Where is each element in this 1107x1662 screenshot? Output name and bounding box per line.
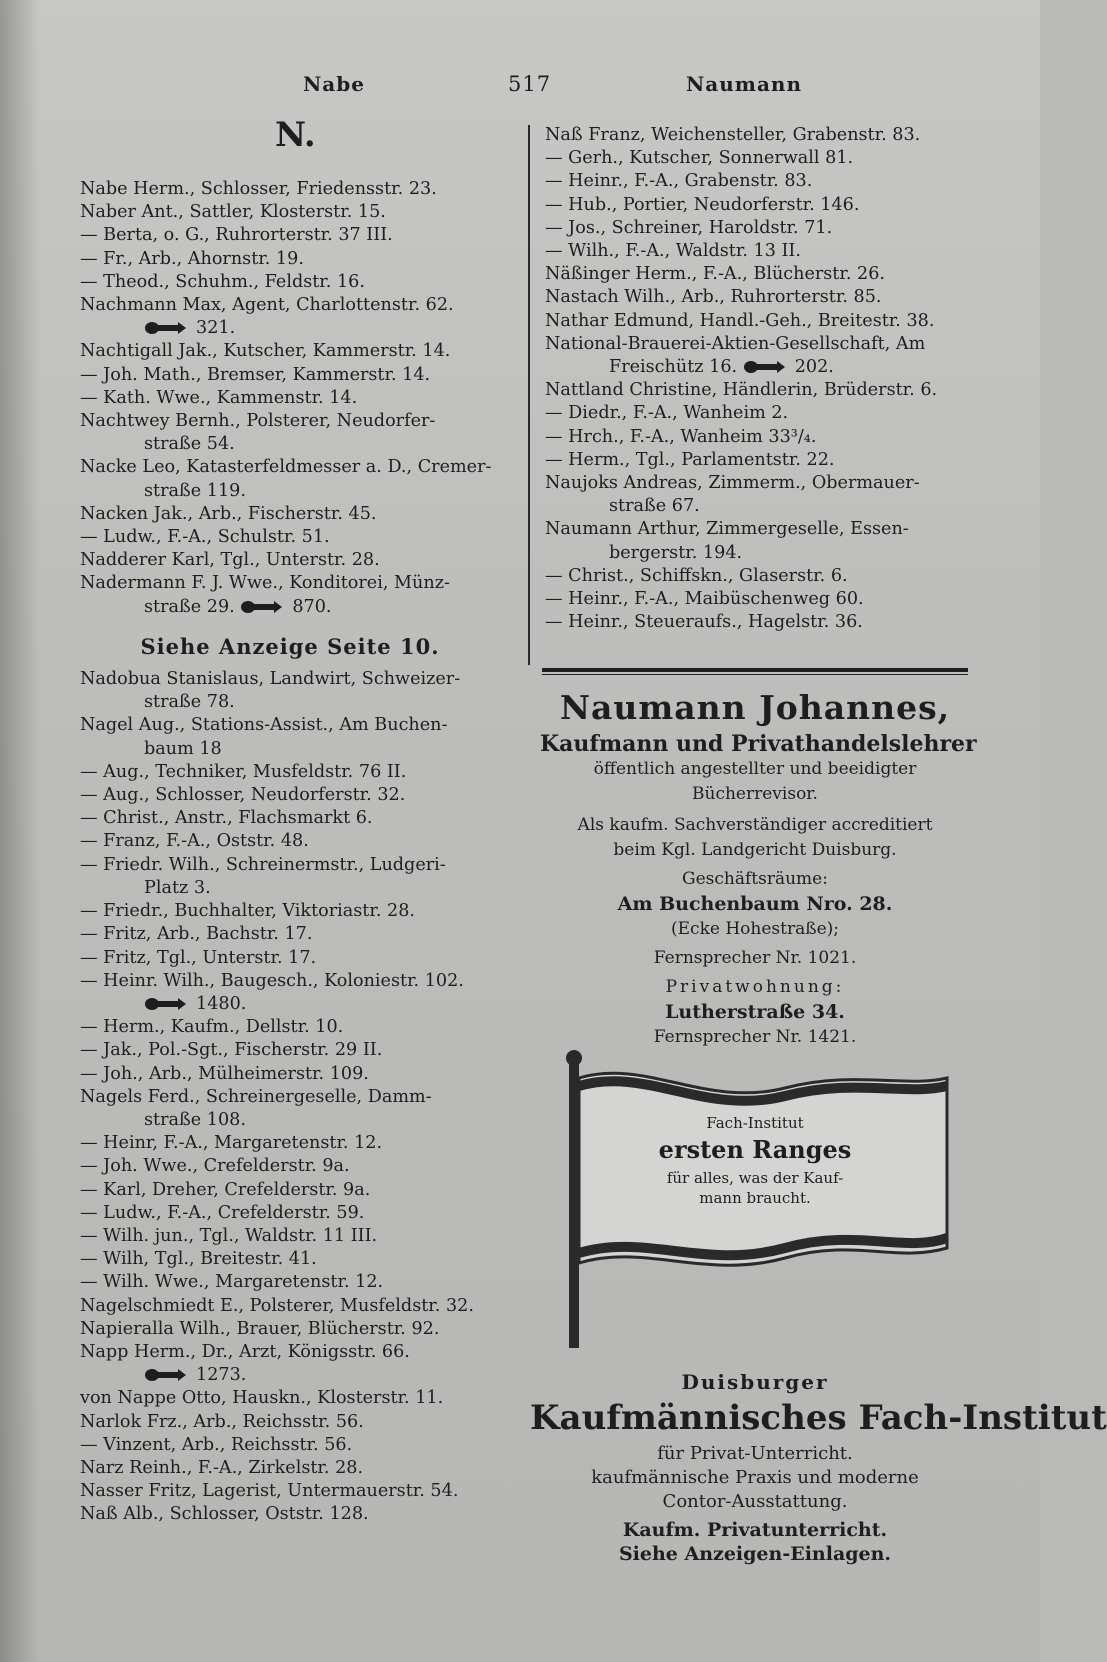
entry-text: — Herm., Kaufm., Dellstr. 10. — [80, 1017, 344, 1038]
entry-line — [545, 518, 975, 541]
entry-text: Narz Reinh., F.-A., Zirkelstr. 28. — [80, 1457, 364, 1478]
directory-entry — [80, 178, 500, 201]
entry-text: — Diedr., F.-A., Wanheim 2. — [545, 403, 789, 424]
directory-entry — [80, 456, 500, 502]
directory-entry — [80, 1387, 500, 1410]
entry-line — [545, 565, 975, 588]
entry-line — [80, 1271, 500, 1294]
entry-text: — Aug., Schlosser, Neudorferstr. 32. — [80, 785, 406, 806]
entry-line — [80, 1086, 500, 1109]
phone-number: 202. — [794, 357, 834, 378]
directory-entry — [545, 147, 975, 170]
left-entry-list-2 — [80, 668, 500, 1527]
entry-text: — Wilh., F.-A., Waldstr. 13 II. — [545, 241, 801, 262]
entry-line — [545, 170, 975, 193]
entry-text: — Berta, o. G., Ruhrorterstr. 37 III. — [80, 225, 393, 246]
entry-line — [80, 900, 500, 923]
entry-line — [80, 668, 500, 691]
directory-entry — [545, 286, 975, 309]
ad2-line: Kaufm. Privatunterricht. — [622, 1519, 888, 1541]
directory-entry — [80, 1039, 500, 1062]
entry-line — [80, 1248, 500, 1271]
directory-entry — [80, 1434, 500, 1457]
ad-phone: Fernsprecher Nr. 1021. — [653, 948, 857, 968]
entry-line — [545, 402, 975, 425]
directory-entry — [80, 1457, 500, 1480]
ad-line: beim Kgl. Landgericht Duisburg. — [613, 840, 897, 860]
entry-phone-line — [80, 1364, 500, 1387]
directory-entry — [80, 340, 500, 363]
directory-entry — [545, 518, 975, 564]
entry-line — [80, 224, 500, 247]
entry-line — [80, 761, 500, 784]
entry-text: Freischütz 16. — [609, 357, 738, 378]
entry-continuation — [80, 596, 500, 619]
entry-text: — Fritz, Tgl., Unterstr. 17. — [80, 947, 317, 968]
entry-line — [80, 1411, 500, 1434]
directory-entry — [80, 526, 500, 549]
directory-entry — [80, 900, 500, 923]
entry-text: Napp Herm., Dr., Arzt, Königsstr. 66. — [80, 1341, 410, 1362]
directory-entry — [80, 854, 500, 900]
flag-illustration — [555, 1048, 955, 1348]
entry-text: — Franz, F.-A., Oststr. 48. — [80, 831, 309, 852]
entry-phone-line — [80, 317, 500, 340]
entry-text: straße 78. — [144, 692, 235, 713]
directory-entry — [80, 784, 500, 807]
section-letter: N. — [275, 115, 316, 155]
entry-line — [545, 333, 975, 356]
entry-line — [545, 147, 975, 170]
left-column — [80, 178, 500, 1527]
entry-line — [80, 503, 500, 526]
entry-text: — Fritz, Arb., Bachstr. 17. — [80, 924, 313, 945]
entry-text: — Hub., Portier, Neudorferstr. 146. — [545, 194, 860, 215]
entry-text: — Heinr., Steueraufs., Hagelstr. 36. — [545, 612, 863, 633]
entry-continuation — [80, 1109, 500, 1132]
directory-entry — [80, 1318, 500, 1341]
entry-text: Nattland Christine, Händlerin, Brüderstr. 6. — [545, 380, 938, 401]
entry-line — [80, 1318, 500, 1341]
directory-entry — [80, 807, 500, 830]
directory-entry — [80, 364, 500, 387]
running-head-right: Naumann — [686, 72, 802, 96]
page-number: 517 — [508, 72, 552, 96]
ad-line: Privatwohnung: — [665, 977, 845, 997]
ad-line: Als kaufm. Sachverständiger accreditiert — [577, 815, 933, 835]
entry-line — [545, 426, 975, 449]
ad-line: Bücherrevisor. — [692, 784, 818, 804]
entry-text: — Heinr, F.-A., Margaretenstr. 12. — [80, 1133, 383, 1154]
entry-line — [80, 923, 500, 946]
entry-line — [80, 1503, 500, 1526]
entry-line — [545, 310, 975, 333]
entry-text: Nagels Ferd., Schreinergeselle, Damm- — [80, 1086, 432, 1107]
ad-line: Geschäftsräume: — [682, 869, 828, 889]
right-column — [545, 124, 975, 634]
directory-entry — [80, 294, 500, 340]
entry-line — [545, 588, 975, 611]
directory-entry — [80, 1411, 500, 1434]
entry-text: straße 29. — [144, 596, 235, 617]
entry-line — [80, 294, 500, 317]
ad-address: Am Buchenbaum Nro. 28. — [617, 893, 893, 915]
entry-line — [80, 1132, 500, 1155]
directory-entry — [80, 503, 500, 526]
entry-text: — Hrch., F.-A., Wanheim 33³/₄. — [545, 426, 817, 447]
entry-line — [80, 1179, 500, 1202]
left-entry-list — [80, 178, 500, 619]
entry-text: Napieralla Wilh., Brauer, Blücherstr. 92. — [80, 1318, 440, 1339]
entry-line — [80, 340, 500, 363]
entry-line — [545, 194, 975, 217]
entry-text: — Friedr., Buchhalter, Viktoriastr. 28. — [80, 901, 416, 922]
entry-text: Nadderer Karl, Tgl., Unterstr. 28. — [80, 550, 380, 571]
entry-text: — Vinzent, Arb., Reichsstr. 56. — [80, 1434, 353, 1455]
directory-entry — [80, 1086, 500, 1132]
entry-text: — Heinr. Wilh., Baugesch., Koloniestr. 102. — [80, 970, 464, 991]
directory-entry — [80, 201, 500, 224]
entry-line — [545, 263, 975, 286]
entry-line — [80, 456, 500, 479]
entry-continuation — [80, 691, 500, 714]
entry-text: straße 54. — [144, 434, 235, 455]
entry-text: Nachtigall Jak., Kutscher, Kammerstr. 14. — [80, 341, 451, 362]
directory-entry — [80, 1202, 500, 1225]
directory-entry — [80, 1295, 500, 1318]
directory-entry — [80, 761, 500, 784]
ad2-line: Siehe Anzeigen-Einlagen. — [618, 1543, 892, 1565]
entry-continuation — [80, 738, 500, 761]
entry-line — [80, 1063, 500, 1086]
ad-phone: Fernsprecher Nr. 1421. — [653, 1027, 857, 1047]
directory-entry — [80, 1132, 500, 1155]
entry-line — [545, 124, 975, 147]
entry-text: straße 119. — [144, 480, 246, 501]
entry-text: — Aug., Techniker, Musfeldstr. 76 II. — [80, 761, 407, 782]
entry-text: Naumann Arthur, Zimmergeselle, Essen- — [545, 519, 909, 540]
entry-line — [80, 526, 500, 549]
directory-entry — [545, 611, 975, 634]
entry-text: National-Brauerei-Aktien-Gesellschaft, Am — [545, 333, 926, 354]
phone-number: 1273. — [196, 1365, 247, 1386]
flag-text-2: ersten Ranges — [658, 1135, 852, 1164]
entry-text: Nastach Wilh., Arb., Ruhrorterstr. 85. — [545, 287, 882, 308]
directory-entry — [80, 387, 500, 410]
flag-pole-knob — [566, 1050, 582, 1066]
entry-line — [80, 1457, 500, 1480]
flag-text-1: Fach-Institut — [706, 1114, 804, 1132]
entry-line — [80, 549, 500, 572]
entry-line — [80, 1387, 500, 1410]
right-entry-list — [545, 124, 975, 634]
entry-text: — Jos., Schreiner, Haroldstr. 71. — [545, 217, 833, 238]
ad-address: Lutherstraße 34. — [665, 1001, 845, 1023]
directory-entry — [545, 565, 975, 588]
entry-text: Nachtwey Bernh., Polsterer, Neudorfer- — [80, 411, 436, 432]
entry-text: Nacken Jak., Arb., Fischerstr. 45. — [80, 503, 377, 524]
flag-text-4: mann braucht. — [699, 1189, 811, 1207]
entry-line — [545, 379, 975, 402]
directory-entry — [545, 449, 975, 472]
entry-text: Naß Franz, Weichensteller, Grabenstr. 83. — [545, 125, 921, 145]
entry-line — [80, 807, 500, 830]
entry-continuation — [545, 356, 975, 379]
entry-text: Näßinger Herm., F.-A., Blücherstr. 26. — [545, 264, 886, 285]
entry-text: Nadermann F. J. Wwe., Konditorei, Münz- — [80, 573, 450, 594]
ad2-line: für Privat-Unterricht. — [657, 1443, 853, 1464]
entry-text: — Karl, Dreher, Crefelderstr. 9a. — [80, 1179, 371, 1200]
entry-line — [80, 1155, 500, 1178]
ad-rule-thick — [542, 668, 968, 672]
entry-line — [80, 387, 500, 410]
entry-line — [80, 1434, 500, 1457]
entry-line — [80, 364, 500, 387]
directory-entry — [545, 263, 975, 286]
running-head-left: Nabe — [303, 72, 365, 96]
entry-text: — Ludw., F.-A., Crefelderstr. 59. — [80, 1202, 365, 1223]
entry-line — [80, 410, 500, 433]
entry-text: baum 18 — [144, 738, 222, 759]
entry-line — [80, 178, 500, 201]
entry-line — [545, 611, 975, 634]
entry-text: — Gerh., Kutscher, Sonnerwall 81. — [545, 148, 854, 169]
entry-text: Platz 3. — [144, 877, 211, 898]
entry-text: — Christ., Schiffskn., Glaserstr. 6. — [545, 565, 848, 586]
telephone-icon — [743, 360, 787, 374]
telephone-icon — [240, 600, 284, 614]
directory-entry — [80, 1225, 500, 1248]
directory-entry — [545, 217, 975, 240]
entry-text: — Joh., Arb., Mülheimerstr. 109. — [80, 1063, 369, 1084]
entry-text: — Wilh. jun., Tgl., Waldstr. 11 III. — [80, 1225, 378, 1246]
entry-text: Nagel Aug., Stations-Assist., Am Buchen- — [80, 715, 448, 736]
directory-entry — [80, 1480, 500, 1503]
entry-text: — Heinr., F.-A., Grabenstr. 83. — [545, 171, 813, 192]
ad-subtitle: Kaufmann und Privathandelslehrer — [540, 731, 977, 757]
ad2-line: kaufmännische Praxis und moderne — [591, 1467, 919, 1488]
directory-entry — [545, 472, 975, 518]
entry-text: Nasser Fritz, Lagerist, Untermauerstr. 54. — [80, 1481, 459, 1502]
entry-line — [80, 248, 500, 271]
entry-line — [545, 286, 975, 309]
directory-entry — [80, 714, 500, 760]
entry-continuation — [545, 495, 975, 518]
entry-line — [545, 240, 975, 263]
ad-name: Naumann Johannes, — [559, 688, 951, 727]
entry-text: — Wilh, Tgl., Breitestr. 41. — [80, 1249, 317, 1270]
entry-text: — Friedr. Wilh., Schreinermstr., Ludgeri- — [80, 854, 446, 875]
entry-line — [80, 970, 500, 993]
directory-entry — [545, 333, 975, 379]
directory-entry — [80, 947, 500, 970]
entry-text: — Herm., Tgl., Parlamentstr. 22. — [545, 449, 835, 470]
entry-continuation — [80, 480, 500, 503]
entry-text: — Jak., Pol.-Sgt., Fischerstr. 29 II. — [80, 1040, 383, 1061]
directory-entry — [80, 1155, 500, 1178]
ad2-line: Contor-Ausstattung. — [662, 1491, 848, 1512]
directory-entry — [80, 1248, 500, 1271]
directory-entry — [545, 588, 975, 611]
naumann-advertisement — [540, 680, 977, 1050]
see-ad-notice: Siehe Anzeige Seite 10. — [140, 633, 440, 659]
entry-text: — Wilh. Wwe., Margaretenstr. 12. — [80, 1272, 384, 1293]
entry-line — [80, 1295, 500, 1318]
telephone-icon — [144, 1368, 188, 1382]
directory-entry — [80, 668, 500, 714]
institut-advertisement — [530, 1370, 1107, 1566]
ad2-line: Duisburger — [681, 1370, 829, 1394]
directory-entry — [80, 572, 500, 618]
entry-text: Narlok Frz., Arb., Reichsstr. 56. — [80, 1411, 364, 1432]
directory-entry — [80, 1179, 500, 1202]
entry-text: Nathar Edmund, Handl.-Geh., Breitestr. 38. — [545, 310, 935, 331]
entry-continuation — [80, 433, 500, 456]
telephone-icon — [144, 997, 188, 1011]
entry-line — [80, 1225, 500, 1248]
entry-continuation — [80, 877, 500, 900]
entry-text: Nabe Herm., Schlosser, Friedensstr. 23. — [80, 179, 437, 199]
entry-line — [80, 714, 500, 737]
entry-line — [545, 217, 975, 240]
phone-number: 870. — [292, 596, 332, 617]
phone-number: 1480. — [196, 993, 247, 1014]
directory-entry — [545, 426, 975, 449]
flag-text-3: für alles, was der Kauf- — [666, 1169, 844, 1187]
entry-line — [80, 572, 500, 595]
directory-entry — [545, 170, 975, 193]
directory-entry — [545, 402, 975, 425]
entry-line — [80, 1480, 500, 1503]
entry-line — [80, 947, 500, 970]
entry-line — [80, 1202, 500, 1225]
entry-text: von Nappe Otto, Hauskn., Klosterstr. 11. — [80, 1388, 444, 1409]
directory-entry — [80, 923, 500, 946]
directory-entry — [80, 271, 500, 294]
ad-line: (Ecke Hohestraße); — [671, 919, 839, 939]
entry-line — [80, 1039, 500, 1062]
directory-entry — [80, 1341, 500, 1387]
entry-line — [80, 1016, 500, 1039]
entry-text: straße 67. — [609, 496, 700, 517]
entry-text: Naber Ant., Sattler, Klosterstr. 15. — [80, 202, 386, 223]
entry-text: Nagelschmiedt E., Polsterer, Musfeldstr. 32. — [80, 1295, 474, 1316]
entry-text: — Kath. Wwe., Kammenstr. 14. — [80, 387, 358, 408]
entry-line — [80, 830, 500, 853]
column-divider — [528, 125, 530, 665]
entry-text: Nacke Leo, Katasterfeldmesser a. D., Cremer- — [80, 457, 492, 478]
entry-text: — Christ., Anstr., Flachsmarkt 6. — [80, 808, 373, 829]
entry-line — [80, 854, 500, 877]
page-edge-shadow — [0, 0, 40, 1662]
ad2-title: Kaufmännisches Fach-Institut — [530, 1398, 1107, 1438]
directory-entry — [545, 124, 975, 147]
directory-entry — [80, 1271, 500, 1294]
directory-entry — [80, 1016, 500, 1039]
directory-entry — [545, 379, 975, 402]
entry-text: — Ludw., F.-A., Schulstr. 51. — [80, 527, 330, 548]
entry-text: Nadobua Stanislaus, Landwirt, Schweizer- — [80, 669, 461, 690]
entry-line — [80, 784, 500, 807]
directory-entry — [545, 310, 975, 333]
entry-line — [80, 271, 500, 294]
entry-text: — Heinr., F.-A., Maibüschenweg 60. — [545, 589, 864, 610]
directory-entry — [80, 549, 500, 572]
entry-text: bergerstr. 194. — [609, 542, 743, 563]
phone-number: 321. — [196, 318, 236, 339]
directory-entry — [80, 224, 500, 247]
entry-text: straße 108. — [144, 1109, 246, 1130]
entry-line — [80, 201, 500, 224]
ad-rule-thin — [542, 674, 968, 675]
entry-line — [80, 1341, 500, 1364]
directory-entry — [80, 970, 500, 1016]
ad-line: öffentlich angestellter und beeidigter — [593, 759, 917, 779]
directory-entry — [545, 240, 975, 263]
telephone-icon — [144, 321, 188, 335]
entry-text: — Fr., Arb., Ahornstr. 19. — [80, 248, 304, 269]
entry-line — [545, 449, 975, 472]
directory-entry — [80, 410, 500, 456]
entry-text: Nachmann Max, Agent, Charlottenstr. 62. — [80, 295, 454, 316]
entry-text: Naujoks Andreas, Zimmerm., Obermauer- — [545, 473, 920, 494]
directory-entry — [80, 1063, 500, 1086]
entry-text: Naß Alb., Schlosser, Oststr. 128. — [80, 1504, 369, 1525]
directory-entry — [80, 1503, 500, 1526]
directory-entry — [545, 194, 975, 217]
directory-entry — [80, 248, 500, 271]
entry-continuation — [545, 542, 975, 565]
directory-entry — [80, 830, 500, 853]
entry-line — [545, 472, 975, 495]
entry-phone-line — [80, 993, 500, 1016]
entry-text: — Joh. Wwe., Crefelderstr. 9a. — [80, 1156, 350, 1177]
entry-text: — Joh. Math., Bremser, Kammerstr. 14. — [80, 364, 431, 385]
entry-text: — Theod., Schuhm., Feldstr. 16. — [80, 271, 365, 292]
